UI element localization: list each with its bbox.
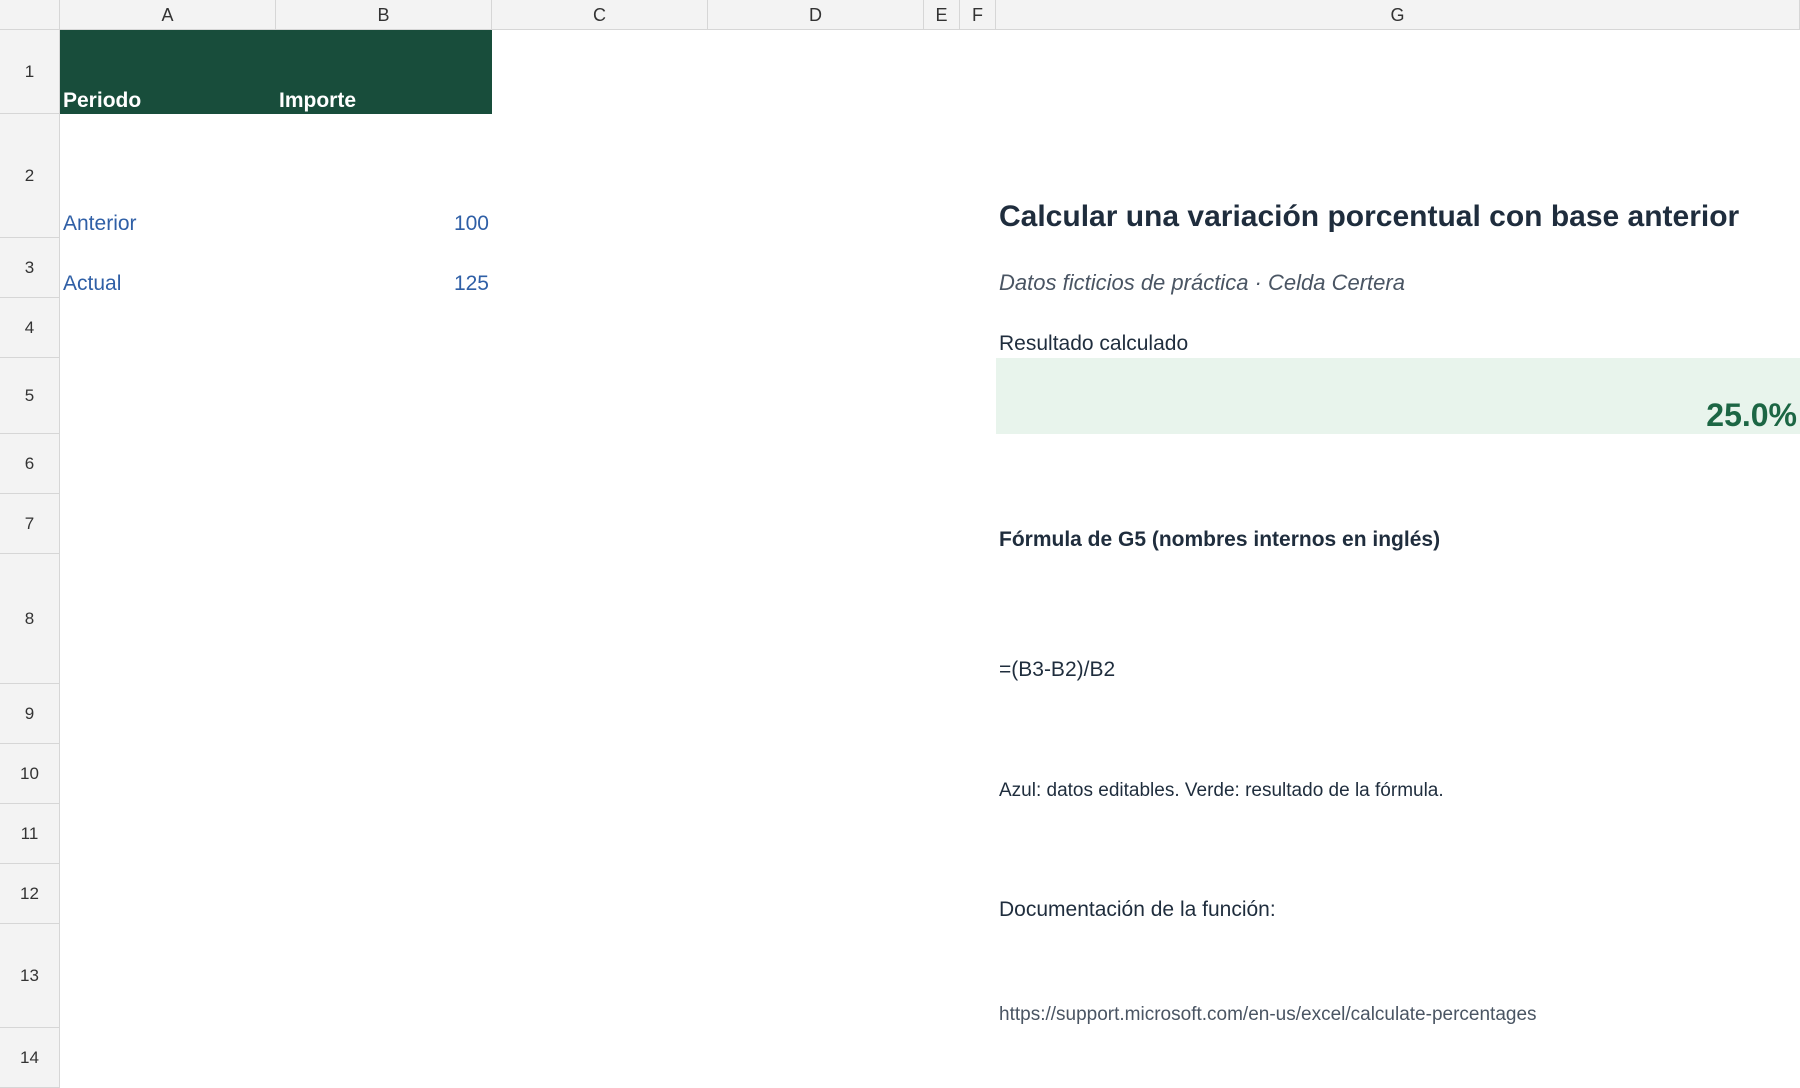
row-header-12[interactable]: 12 [0, 864, 60, 924]
cell-g4-result-label[interactable]: Resultado calculado [999, 332, 1189, 355]
column-header-c[interactable]: C [492, 0, 708, 30]
column-header-b[interactable]: B [276, 0, 492, 30]
column-header-g[interactable]: G [996, 0, 1800, 30]
row-header-7[interactable]: 7 [0, 494, 60, 554]
row-header-8[interactable]: 8 [0, 554, 60, 684]
row-header-11[interactable]: 11 [0, 804, 60, 864]
row-header-10[interactable]: 10 [0, 744, 60, 804]
cell-a2-anterior[interactable]: Anterior [63, 212, 137, 235]
column-header-d[interactable]: D [708, 0, 924, 30]
cell-a1-header-periodo[interactable]: Periodo [60, 30, 276, 114]
cell-g10-legend-note[interactable]: Azul: datos editables. Verde: resultado de la fórmula. [999, 780, 1444, 801]
cell-b3-actual-value[interactable]: 125 [453, 272, 489, 295]
row-header-9[interactable]: 9 [0, 684, 60, 744]
cell-g2-title[interactable]: Calcular una variación porcentual con base anterior [999, 200, 1740, 233]
cell-b1-header-importe[interactable]: Importe [276, 30, 492, 114]
cell-a3-actual[interactable]: Actual [63, 272, 122, 295]
row-header-3[interactable]: 3 [0, 238, 60, 298]
cell-g7-formula-heading[interactable]: Fórmula de G5 (nombres internos en inglés) [999, 528, 1441, 551]
cell-g13-doc-url[interactable]: https://support.microsoft.com/en-us/excel/calculate-percentages [999, 1004, 1537, 1025]
cell-g8-formula[interactable]: =(B3-B2)/B2 [999, 658, 1116, 681]
select-all-corner[interactable] [0, 0, 60, 30]
column-header-a[interactable]: A [60, 0, 276, 30]
cell-g3-subtitle[interactable]: Datos ficticios de práctica · Celda Certera [999, 270, 1405, 295]
row-header-1[interactable]: 1 [0, 30, 60, 114]
row-header-4[interactable]: 4 [0, 298, 60, 358]
column-header-f[interactable]: F [960, 0, 996, 30]
row-header-14[interactable]: 14 [0, 1028, 60, 1088]
row-header-13[interactable]: 13 [0, 924, 60, 1028]
cell-b2-anterior-value[interactable]: 100 [453, 212, 489, 235]
row-header-5[interactable]: 5 [0, 358, 60, 434]
row-header-2[interactable]: 2 [0, 114, 60, 238]
column-header-e[interactable]: E [924, 0, 960, 30]
cell-g12-doc-label[interactable]: Documentación de la función: [999, 898, 1276, 921]
row-header-6[interactable]: 6 [0, 434, 60, 494]
cell-g5-result-value[interactable]: 25.0% [996, 358, 1800, 434]
